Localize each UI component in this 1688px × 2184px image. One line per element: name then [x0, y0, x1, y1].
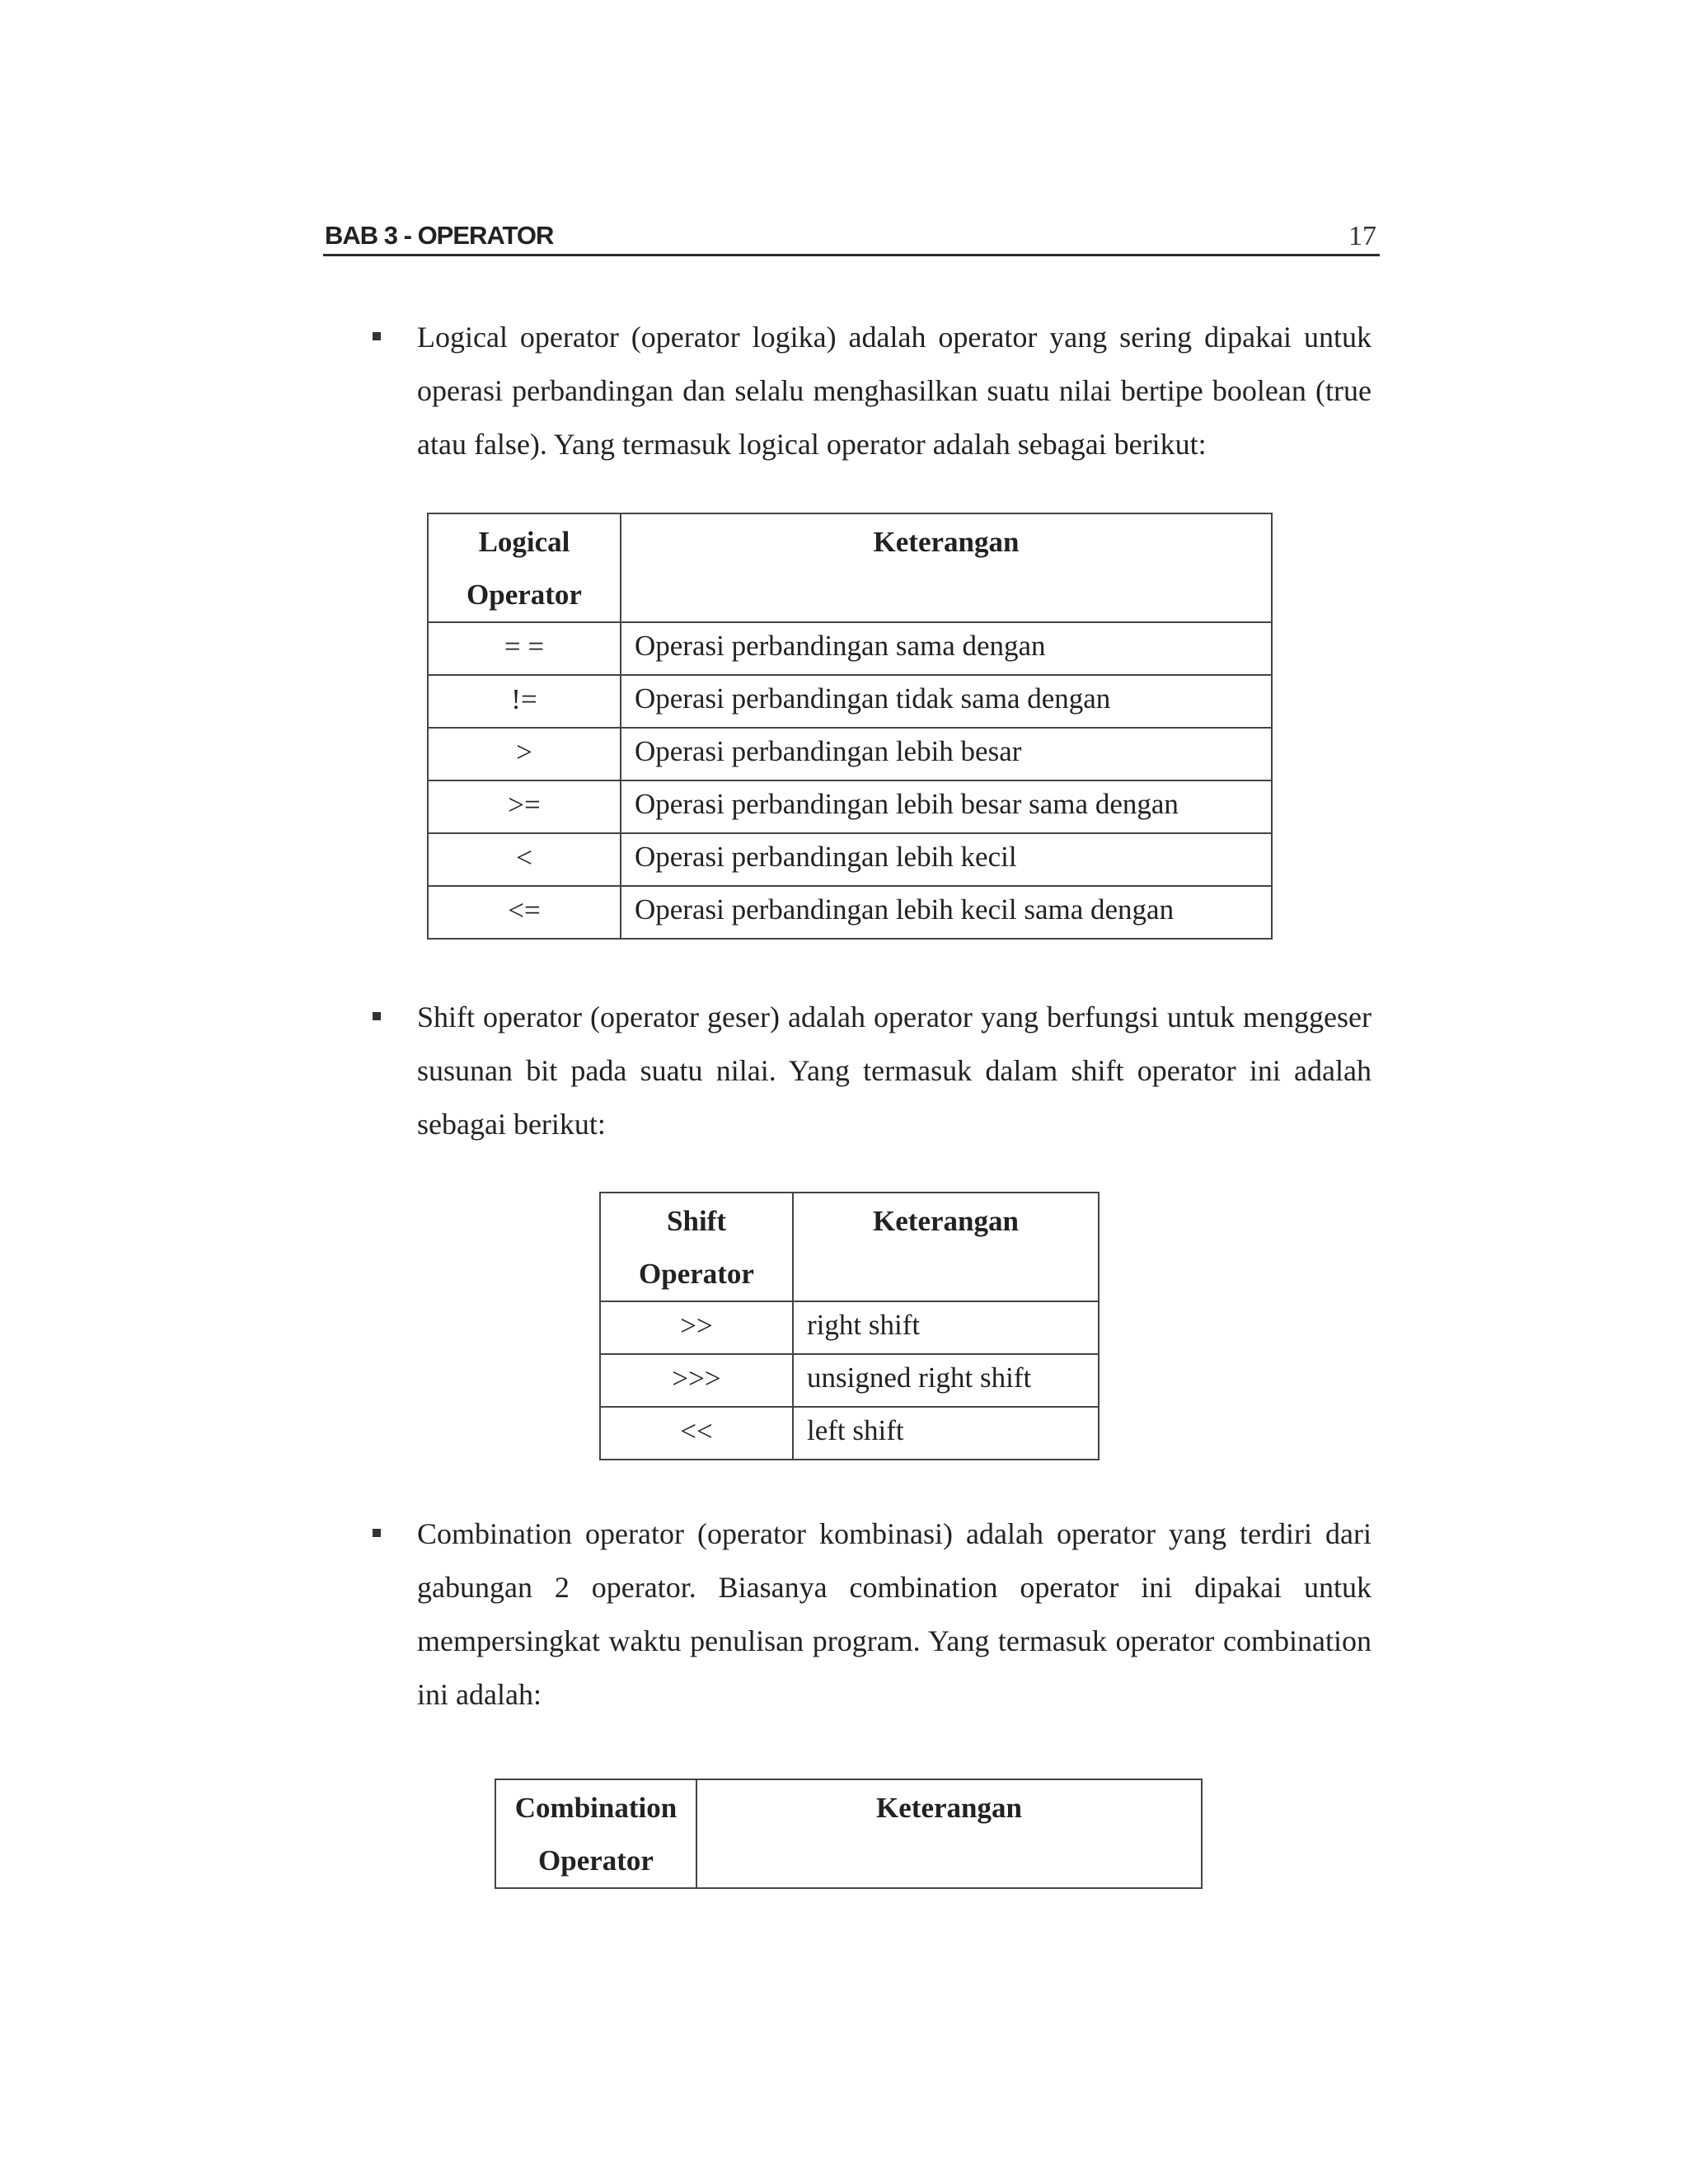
- description-cell: Operasi perbandingan lebih kecil sama dengan: [621, 886, 1272, 939]
- header-operator-line2: Operator: [467, 579, 582, 611]
- table-row: [428, 780, 1272, 833]
- header-operator-line2: Operator: [538, 1844, 654, 1877]
- operator-cell: = =: [428, 622, 621, 675]
- header-operator: [600, 1193, 793, 1301]
- description-cell: Operasi perbandingan lebih besar sama dengan: [621, 780, 1272, 833]
- header-operator: [495, 1779, 696, 1888]
- operator-cell: >>>: [600, 1354, 793, 1407]
- table-row: [428, 886, 1272, 939]
- table-header-row: [600, 1193, 1099, 1301]
- table-row: [428, 728, 1272, 780]
- table-row: [600, 1407, 1099, 1460]
- operator-cell: >=: [428, 780, 621, 833]
- bullet-square-icon: [373, 1529, 381, 1537]
- combination-operator-table: [495, 1779, 1203, 1889]
- header-keterangan: Keterangan: [621, 513, 1272, 622]
- operator-cell: <=: [428, 886, 621, 939]
- header-operator-line2: Operator: [639, 1258, 754, 1290]
- table-row: [428, 622, 1272, 675]
- running-header: [323, 219, 1380, 256]
- header-operator: [428, 513, 621, 622]
- table-header-row: [428, 513, 1272, 622]
- logical-operator-table: [427, 513, 1273, 940]
- chapter-title: BAB 3 - OPERATOR: [325, 221, 554, 250]
- operator-cell: <<: [600, 1407, 793, 1460]
- page-number: 17: [1348, 221, 1376, 251]
- description-cell: left shift: [793, 1407, 1099, 1460]
- operator-cell: >>: [600, 1301, 793, 1354]
- header-operator-line1: Combination: [514, 1792, 678, 1824]
- operator-cell: <: [428, 833, 621, 886]
- header-keterangan: Keterangan: [696, 1779, 1202, 1888]
- table-row: [428, 833, 1272, 886]
- table-row: [600, 1301, 1099, 1354]
- operator-cell: !=: [428, 675, 621, 728]
- paragraph-combination-operator: Combination operator (operator kombinasi) adalah operator yang terdiri dari gabungan 2 operator. Biasanya combination operator ini dipakai untuk mempersingkat waktu penulisan program. Yang termasuk operator combination ini adalah:: [417, 1517, 1372, 1711]
- paragraph-shift-operator: Shift operator (operator geser) adalah operator yang berfungsi untuk menggeser susunan bit pada suatu nilai. Yang termasuk dalam shift operator ini adalah sebagai berikut:: [417, 1001, 1372, 1141]
- header-keterangan: Keterangan: [793, 1193, 1099, 1301]
- operator-cell: >: [428, 728, 621, 780]
- header-operator-line1: Logical: [478, 526, 570, 558]
- table-header-row: [495, 1779, 1202, 1888]
- description-cell: Operasi perbandingan lebih besar: [621, 728, 1272, 780]
- shift-operator-table: [599, 1192, 1100, 1460]
- description-cell: Operasi perbandingan tidak sama dengan: [621, 675, 1272, 728]
- description-cell: right shift: [793, 1301, 1099, 1354]
- description-cell: Operasi perbandingan sama dengan: [621, 622, 1272, 675]
- description-cell: Operasi perbandingan lebih kecil: [621, 833, 1272, 886]
- paragraph-logical-operator: Logical operator (operator logika) adalah operator yang sering dipakai untuk operasi perbandingan dan selalu menghasilkan suatu nilai bertipe boolean (true atau false). Yang termasuk logical operator adalah sebagai berikut:: [417, 321, 1372, 461]
- bullet-square-icon: [373, 1012, 381, 1020]
- header-operator-line1: Shift: [667, 1205, 726, 1237]
- table-row: [428, 675, 1272, 728]
- bullet-square-icon: [373, 332, 381, 340]
- table-row: [600, 1354, 1099, 1407]
- description-cell: unsigned right shift: [793, 1354, 1099, 1407]
